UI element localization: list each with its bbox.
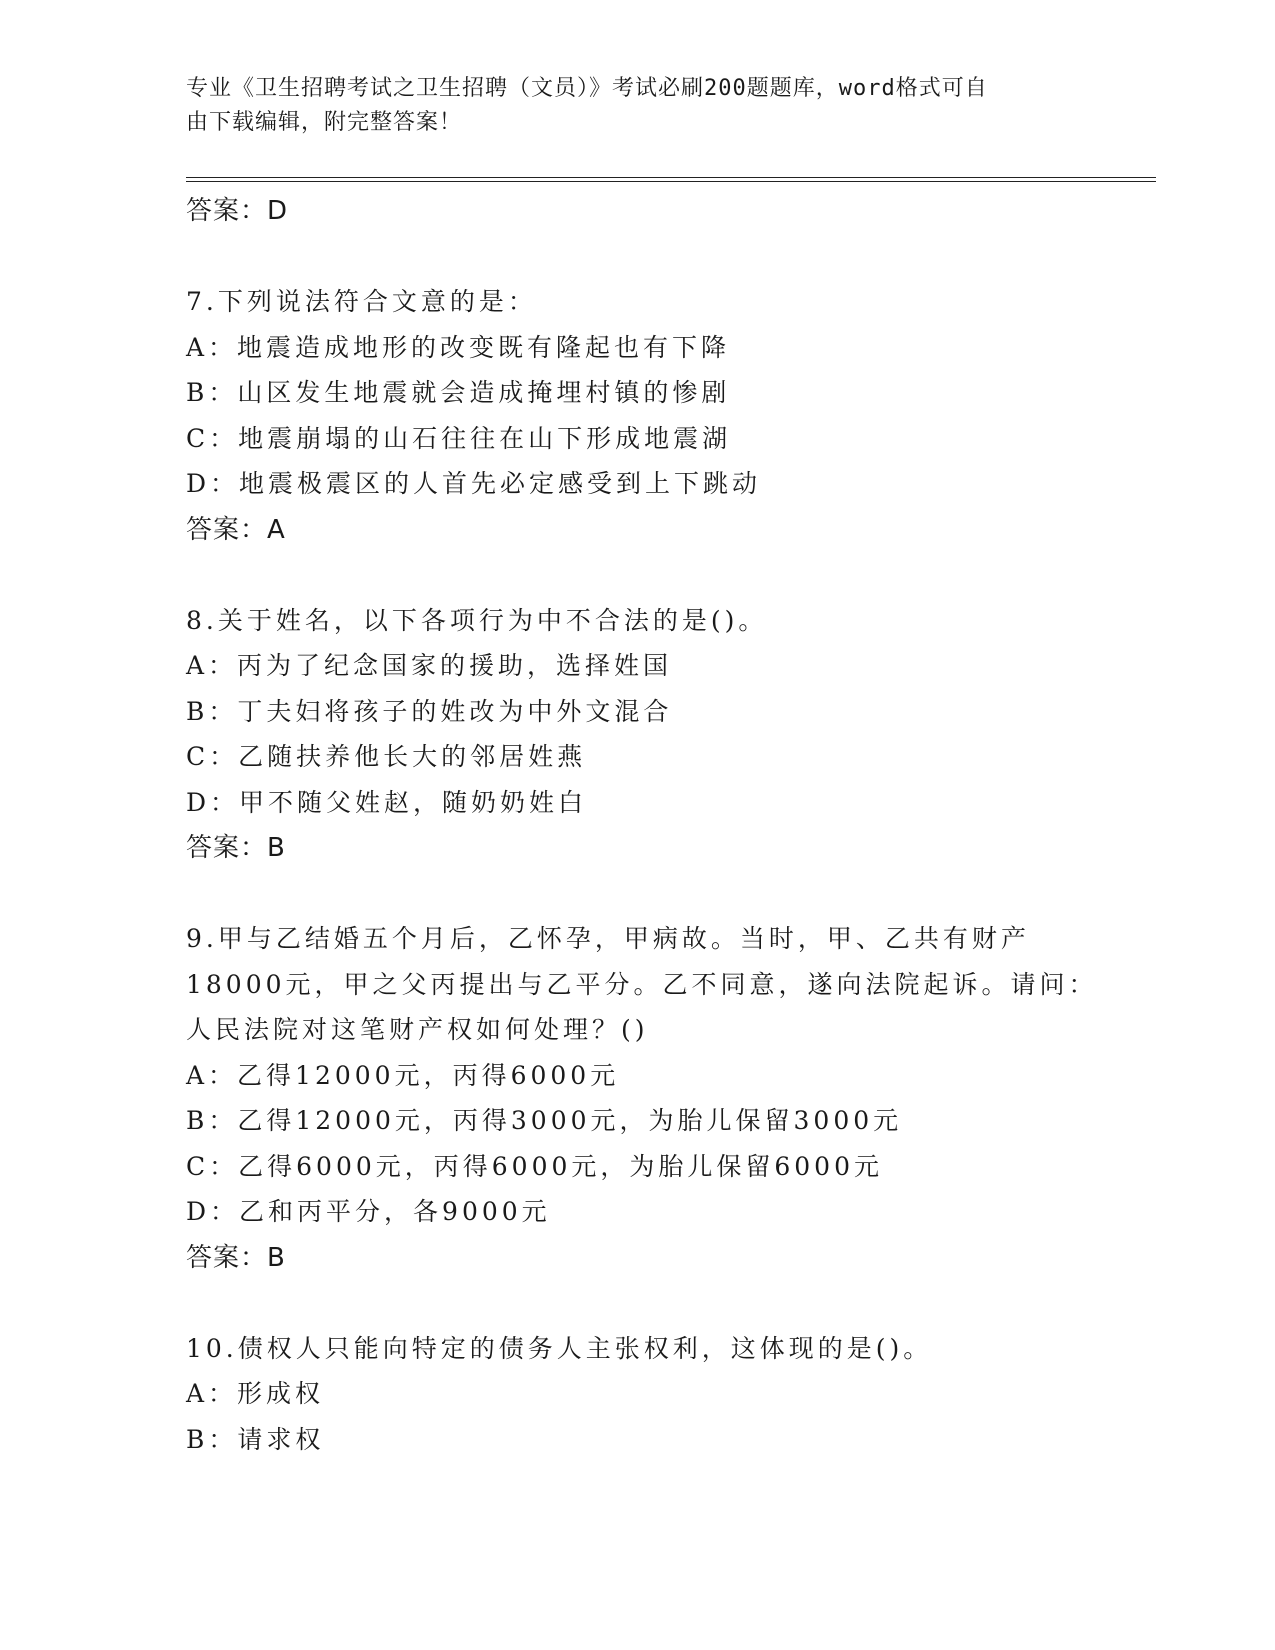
header-divider — [186, 177, 1156, 182]
question-stem: 8.关于姓名，以下各项行为中不合法的是()。 — [186, 605, 768, 635]
spacer — [186, 553, 1146, 598]
question-stem: 7.下列说法符合文意的是： — [186, 287, 537, 316]
option-c: C：地震崩塌的山石往往在山下形成地震湖 — [186, 423, 732, 453]
document-header — [186, 72, 1086, 140]
question-stem: 9.甲与乙结婚五个月后，乙怀孕，甲病故。当时，甲、乙共有财产 — [186, 924, 1030, 953]
option-b: B：请求权 — [186, 1424, 325, 1454]
spacer — [186, 234, 1146, 279]
option-d: D：甲不随父姓赵，随奶奶姓白 — [186, 787, 588, 817]
option-c: C：乙得6000元，丙得6000元，为胎儿保留6000元 — [186, 1151, 883, 1181]
option-a: A：丙为了纪念国家的援助，选择姓国 — [186, 651, 673, 680]
option-a: A：乙得12000元，丙得6000元 — [186, 1060, 620, 1090]
spacer — [186, 1281, 1146, 1326]
option-a: A：地震造成地形的改变既有隆起也有下降 — [186, 332, 731, 362]
question-stem-continued: 18000元，甲之父丙提出与乙平分。乙不同意，遂向法院起诉。请问： — [186, 969, 1098, 999]
question-stem-continued: 人民法院对这笔财产权如何处理？() — [186, 1015, 649, 1044]
answer-line: 答案：A — [186, 514, 286, 545]
option-a: A：形成权 — [186, 1379, 325, 1408]
option-b: B：乙得12000元，丙得3000元，为胎儿保留3000元 — [186, 1106, 903, 1135]
spacer — [186, 871, 1146, 916]
question-stem: 10.债权人只能向特定的债务人主张权利，这体现的是()。 — [186, 1333, 933, 1363]
answer-line: 答案：B — [186, 833, 286, 863]
option-d: D：乙和丙平分，各9000元 — [186, 1197, 551, 1226]
option-b: B：丁夫妇将孩子的姓改为中外文混合 — [186, 696, 673, 726]
header-line-2: 由下载编辑，附完整答案！ — [186, 110, 463, 135]
question-list — [186, 188, 1146, 1462]
answer-line: 答案：B — [186, 1242, 286, 1273]
option-d: D：地震极震区的人首先必定感受到上下跳动 — [186, 469, 762, 498]
option-c: C：乙随扶养他长大的邻居姓燕 — [186, 742, 587, 771]
answer-line: 答案：D — [186, 196, 289, 226]
option-b: B：山区发生地震就会造成掩埋村镇的惨剧 — [186, 378, 731, 407]
header-line-1: 专业《卫生招聘考试之卫生招聘（文员）》考试必刷200题题库，word格式可自 — [186, 76, 988, 101]
